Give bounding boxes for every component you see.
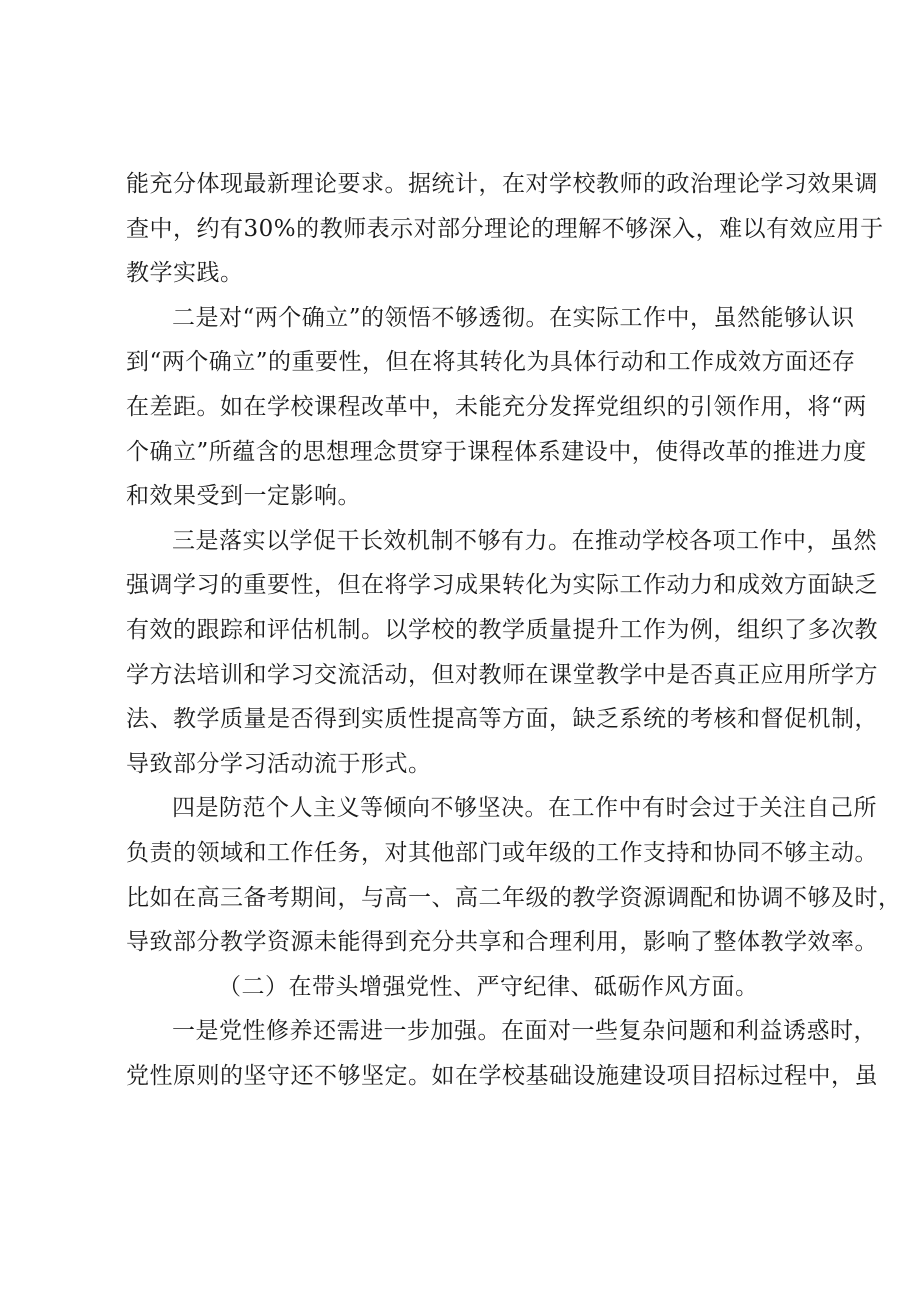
text-line: 到“两个确立”的重要性，但在将其转化为具体行动和工作成效方面还存: [126, 349, 856, 376]
text-line: 负责的领域和工作任务，对其他部门或年级的工作支持和协同不够主动。: [126, 839, 878, 866]
text-line: 导致部分学习活动流于形式。: [126, 750, 432, 777]
text-line: 一是党性修养还需进一步加强。在面对一些复杂问题和利益诱惑时，: [172, 1018, 877, 1045]
text-line: 查中，约有30%的教师表示对部分理论的理解不够深入，难以有效应用于: [126, 215, 884, 242]
text-line: 四是防范个人主义等倾向不够坚决。在工作中有时会过于关注自己所: [172, 795, 877, 822]
text-line: 有效的跟踪和评估机制。以学校的教学质量提升工作为例，组织了多次教: [126, 616, 878, 643]
document-body: [126, 162, 902, 1098]
text-line: 在差距。如在学校课程改革中，未能充分发挥党组织的引领作用，将“两: [126, 393, 867, 420]
text-line: 能充分体现最新理论要求。据统计，在对学校教师的政治理论学习效果调: [126, 171, 878, 197]
text-line: 教学实践。: [126, 260, 244, 287]
text-line: 比如在高三备考期间，与高一、高二年级的教学资源调配和协调不够及时，: [126, 884, 902, 911]
text-line: 强调学习的重要性，但在将学习成果转化为实际工作动力和成效方面缺乏: [126, 572, 878, 599]
text-line: 三是落实以学促干长效机制不够有力。在推动学校各项工作中，虽然: [172, 527, 877, 554]
text-line: 和效果受到一定影响。: [126, 483, 361, 510]
text-line: 二是对“两个确立”的领悟不够透彻。在实际工作中，虽然能够认识: [172, 304, 855, 331]
text-line: 学方法培训和学习交流活动，但对教师在课堂教学中是否真正应用所学方: [126, 661, 878, 688]
text-line: 个确立”所蕴含的思想理念贯穿于课程体系建设中，使得改革的推进力度: [126, 438, 867, 465]
text-line: 法、教学质量是否得到实质性提高等方面，缺乏系统的考核和督促机制，: [126, 706, 878, 733]
text-line: 导致部分教学资源未能得到充分共享和合理利用，影响了整体教学效率。: [126, 929, 878, 956]
text-line: 党性原则的坚守还不够坚定。如在学校基础设施建设项目招标过程中，虽: [126, 1062, 878, 1089]
section-heading: （二）在带头增强党性、严守纪律、砥砺作风方面。: [218, 973, 759, 1000]
